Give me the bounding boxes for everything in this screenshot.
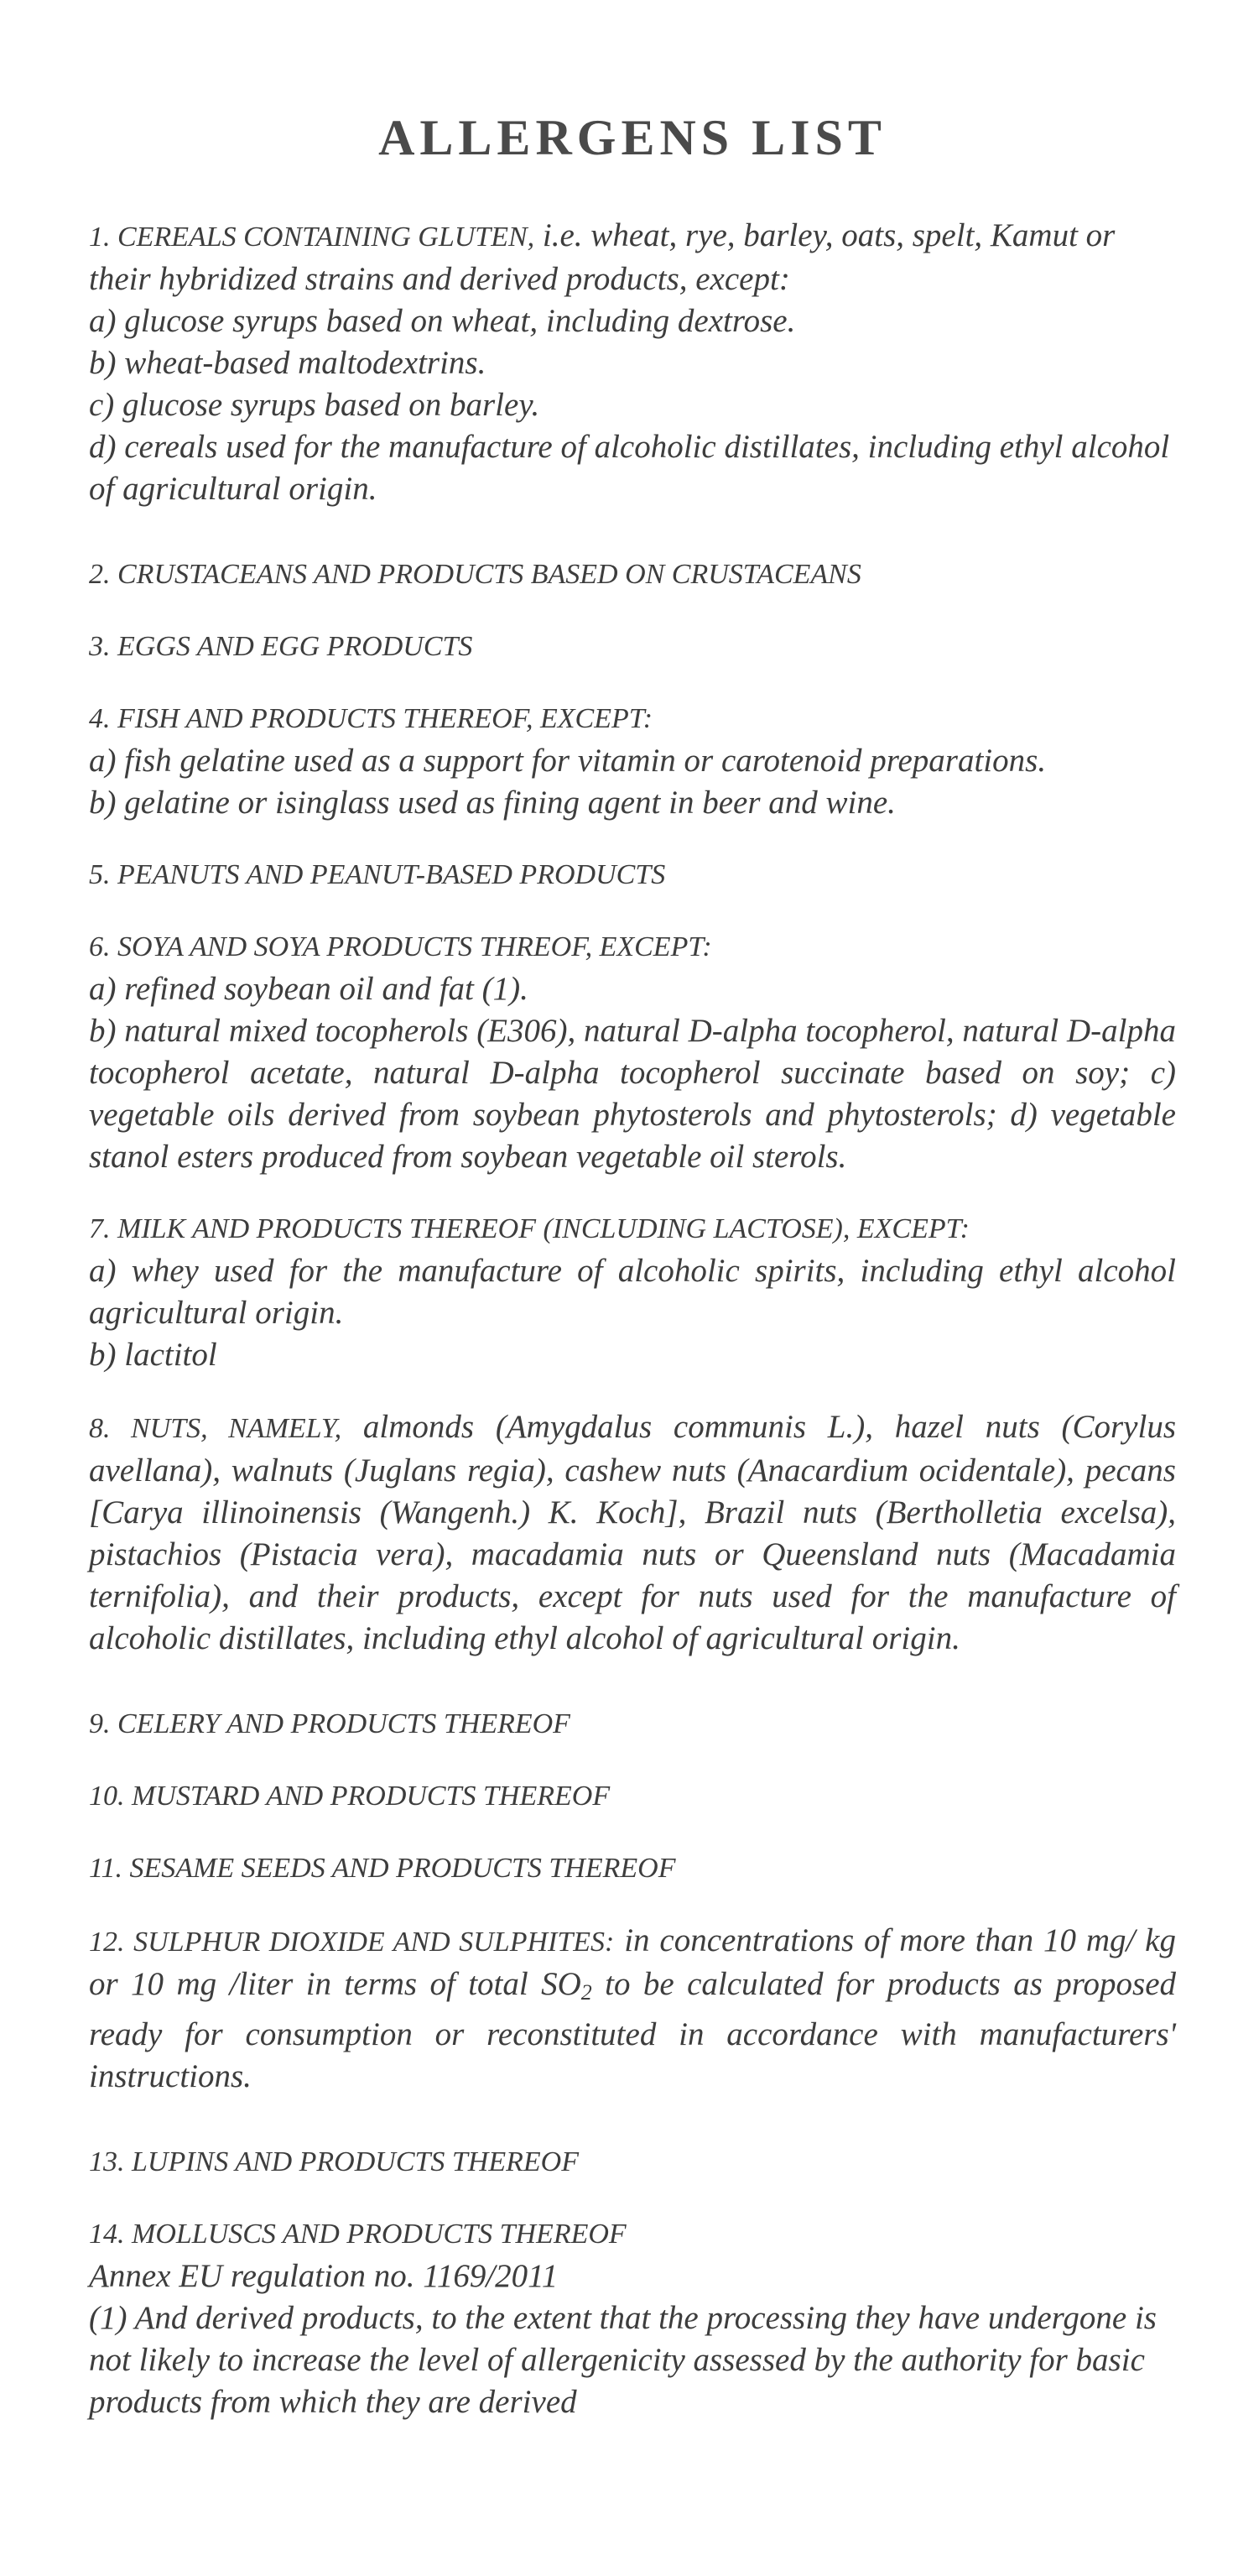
section-8-body: almonds (Amygdalus communis L.), hazel nuts (Corylus avellana), walnuts (Juglans regia), cashew nuts (Anacardium ocidentale), pecans [Carya illinoinensis (Wangenh.) K. Koch], Brazil nuts (Bertholletia excelsa), pistachios (Pistacia vera), macadamia nuts or Queensland nuts (Macadamia ternifolia), and their products, except for nuts used for the manufacture of alcoholic distillates, including ethyl alcohol of agricultural origin. <box>89 1409 1177 1656</box>
section-1-item-b: b) wheat-based maltodextrins. <box>89 345 486 381</box>
section-10-heading: 10. MUSTARD AND PRODUCTS THEREOF <box>89 1781 611 1812</box>
section-lupins <box>89 2141 1176 2183</box>
section-molluscs <box>89 2214 1176 2423</box>
section-4-item-a: a) fish gelatine used as a support for vitamin or carotenoid preparations. <box>89 743 1047 779</box>
section-12-subscript: 2 <box>580 1980 592 2005</box>
section-mustard <box>89 1776 1176 1817</box>
section-7-item-b: b) lactitol <box>89 1337 217 1373</box>
footnote-1: (1) And derived products, to the extent that the processing they have undergone is not likely to increase the level of allergenicity assessed by the authority for basic products from which they are derived <box>89 2300 1157 2420</box>
allergens-page <box>89 107 1176 2453</box>
annex-regulation: Annex EU regulation no. 1169/2011 <box>89 2258 559 2294</box>
section-13-heading: 13. LUPINS AND PRODUCTS THEREOF <box>89 2146 579 2177</box>
section-9-heading: 9. CELERY AND PRODUCTS THEREOF <box>89 1708 570 1739</box>
section-eggs <box>89 626 1176 668</box>
section-2-heading: 2. CRUSTACEANS AND PRODUCTS BASED ON CRUSTACEANS <box>89 559 861 590</box>
section-6-item-b: b) natural mixed tocopherols (E306), natural D-alpha tocopherol, natural D-alpha tocopherol acetate, natural D-alpha tocopherol succinate based on soy; c) vegetable oils derived from soybean phytosterols and phytosterols; d) vegetable stanol esters produced from soybean vegetable oil sterols. <box>89 1013 1176 1175</box>
section-12-body-start: in concentrations of more than 10 mg/ kg or 10 mg /liter in terms of total SO <box>89 1922 1176 2002</box>
section-milk <box>89 1208 1176 1376</box>
section-fish <box>89 698 1176 824</box>
section-12-text <box>89 1920 1176 2098</box>
section-cereals-gluten <box>89 215 1176 510</box>
section-4-heading: 4. FISH AND PRODUCTS THEREOF, EXCEPT: <box>89 703 653 734</box>
section-6-heading: 6. SOYA AND SOYA PRODUCTS THREOF, EXCEPT: <box>89 931 712 962</box>
section-14-heading: 14. MOLLUSCS AND PRODUCTS THEREOF <box>89 2219 627 2250</box>
section-3-heading: 3. EGGS AND EGG PRODUCTS <box>89 631 473 662</box>
section-4-item-b: b) gelatine or isinglass used as fining agent in beer and wine. <box>89 785 896 821</box>
section-nuts <box>89 1406 1176 1660</box>
section-1-item-d: d) cereals used for the manufacture of alcoholic distillates, including ethyl alcohol of agricultural origin. <box>89 429 1170 507</box>
section-8-heading: 8. NUTS, NAMELY, <box>89 1413 342 1444</box>
section-sesame <box>89 1848 1176 1890</box>
section-1-intro: i.e. wheat, rye, barley, oats, spelt, Kamut or their hybridized strains and derived products, except: <box>89 217 1116 297</box>
page-title: ALLERGENS LIST <box>378 110 887 165</box>
section-peanuts <box>89 854 1176 896</box>
section-soya <box>89 926 1176 1178</box>
section-6-item-a: a) refined soybean oil and fat (1). <box>89 971 528 1007</box>
section-sulphites <box>89 1920 1176 2098</box>
section-1-text <box>89 215 1176 300</box>
section-8-text <box>89 1406 1176 1660</box>
section-12-heading: 12. SULPHUR DIOXIDE AND SULPHITES: <box>89 1927 615 1958</box>
section-crustaceans <box>89 554 1176 596</box>
section-11-heading: 11. SESAME SEEDS AND PRODUCTS THEREOF <box>89 1853 676 1884</box>
section-1-item-c: c) glucose syrups based on barley. <box>89 387 540 423</box>
section-7-item-a: a) whey used for the manufacture of alcoholic spirits, including ethyl alcohol agricultural origin. <box>89 1253 1176 1331</box>
section-12-body-end: to be calculated for products as proposed ready for consumption or reconstituted in accordance with manufacturers' instructions. <box>89 1966 1176 2094</box>
section-7-heading: 7. MILK AND PRODUCTS THEREOF (INCLUDING LACTOSE), EXCEPT: <box>89 1213 970 1244</box>
section-celery <box>89 1703 1176 1745</box>
section-1-heading: 1. CEREALS CONTAINING GLUTEN, <box>89 222 535 253</box>
section-1-item-a: a) glucose syrups based on wheat, including dextrose. <box>89 303 796 339</box>
section-5-heading: 5. PEANUTS AND PEANUT-BASED PRODUCTS <box>89 859 666 890</box>
